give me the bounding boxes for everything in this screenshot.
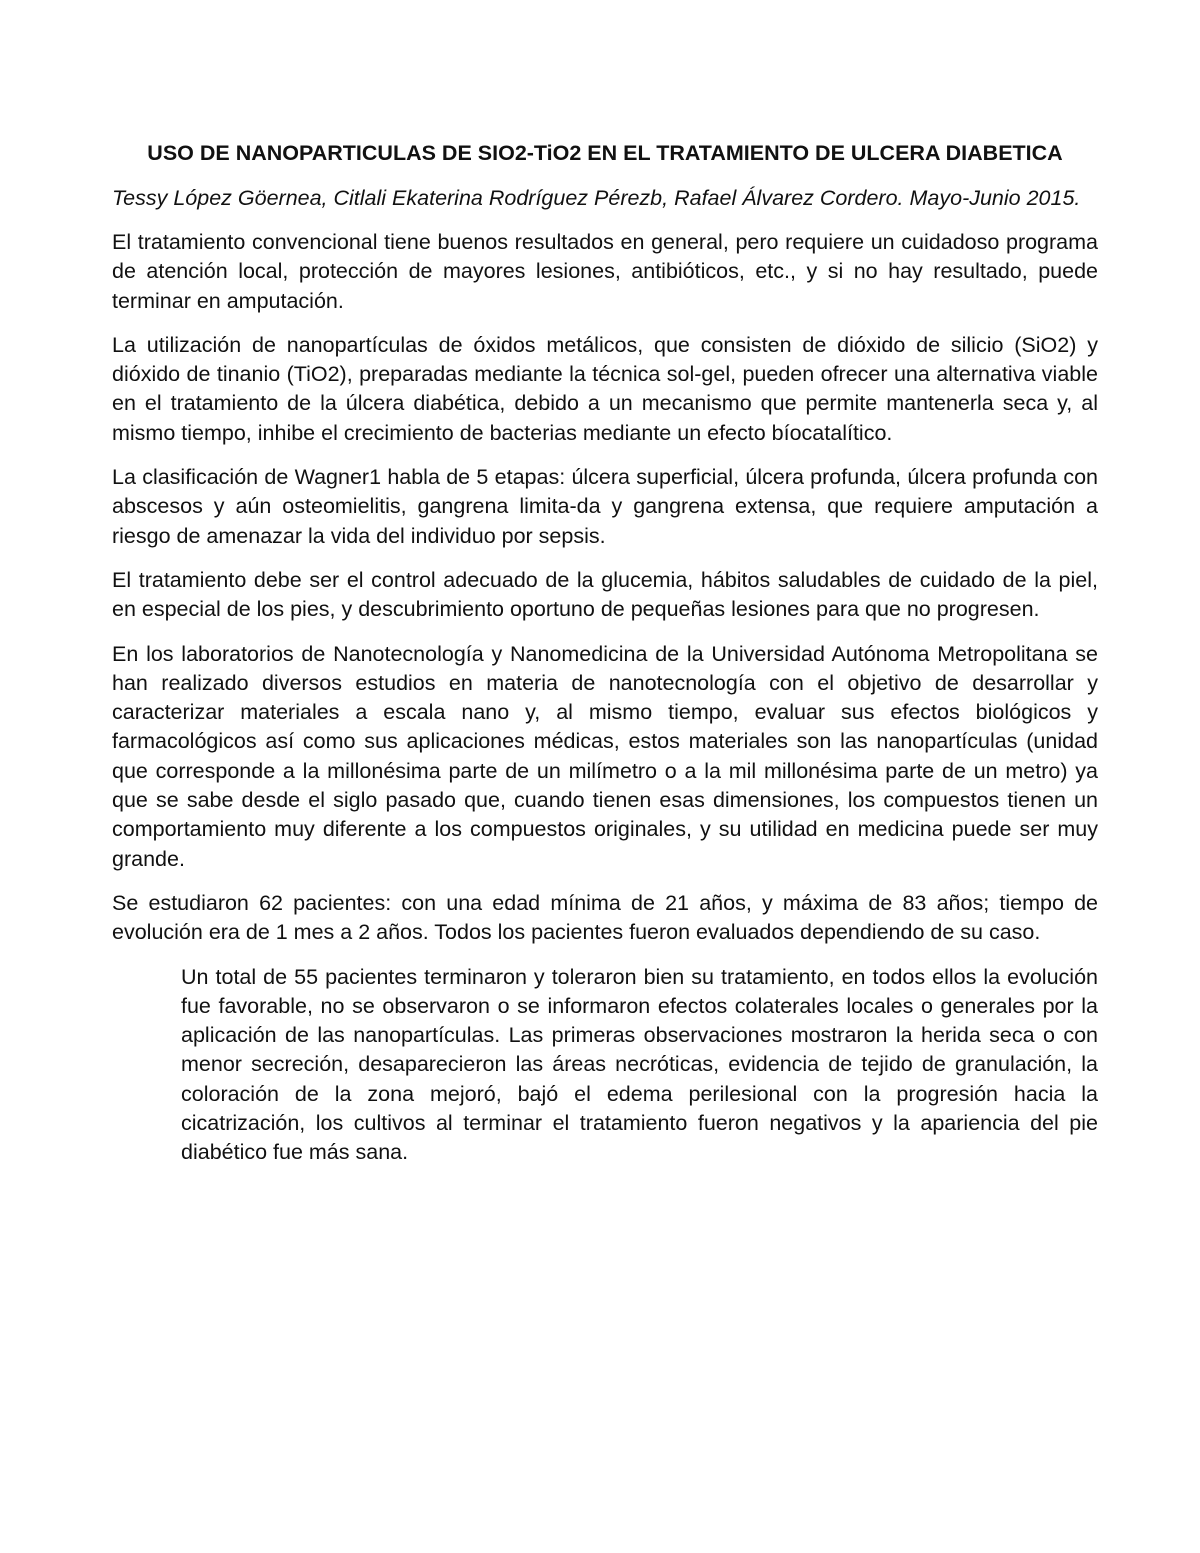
paragraph-uam-laboratories: En los laboratorios de Nanotecnología y Nanomedicina de la Universidad Autónoma Metropolitana se han realizado diversos estudios en materia de nanotecnología con el objetivo de desarrollar y caracterizar materiales a escala nano y, al mismo tiempo, evaluar sus efectos biológicos y farmacológicos así como sus aplicaciones médicas, estos materiales son las nanopartículas (unidad que corresponde a la millonésima parte de un milímetro o a la mil millonésima parte de un metro) ya que se sabe desde el siglo pasado que, cuando tienen esas dimensiones, los compuestos tienen un comportamiento muy diferente a los compuestos originales, y su utilidad en medicina puede ser muy grande. xyxy=(112,641,1098,871)
paragraph-wagner-classification: La clasificación de Wagner1 habla de 5 etapas: úlcera superficial, úlcera profunda, úlcera profunda con abscesos y aún osteomielitis, gangrena limita-da y gangrena extensa, que requiere amputación a riesgo de amenazar la vida del individuo por sepsis. xyxy=(112,465,1098,548)
paragraph-study-patients: Se estudiaron 62 pacientes: con una edad mínima de 21 años, y máxima de 83 años; tiempo de evolución era de 1 mes a 2 años. Todos los pacientes fueron evaluados dependiendo de su caso. xyxy=(112,890,1098,945)
document-page xyxy=(112,138,1098,1168)
document-title: USO DE NANOPARTICULAS DE SIO2-TiO2 EN EL TRATAMIENTO DE ULCERA DIABETICA xyxy=(147,141,1063,165)
authors-line: Tessy López Göernea, Citlali Ekaterina Rodríguez Pérezb, Rafael Álvarez Cordero. Mayo-Junio 2015. xyxy=(112,186,1081,210)
paragraph-treatment-control: El tratamiento debe ser el control adecuado de la glucemia, hábitos saludables de cuidado de la piel, en especial de los pies, y descubrimiento oportuno de pequeñas lesiones para que no progresen. xyxy=(112,567,1098,622)
paragraph-conventional-treatment: El tratamiento convencional tiene buenos resultados en general, pero requiere un cuidadoso programa de atención local, protección de mayores lesiones, antibióticos, etc., y si no hay resultado, puede terminar en amputación. xyxy=(112,230,1098,313)
paragraph-nanoparticles: La utilización de nanopartículas de óxidos metálicos, que consisten de dióxido de silicio (SiO2) y dióxido de tinanio (TiO2), preparadas mediante la técnica sol-gel, pueden ofrecer una alternativa viable en el tratamiento de la úlcera diabética, debido a un mecanismo que permite mantenerla seca y, al mismo tiempo, inhibe el crecimiento de bacterias mediante un efecto bíocatalítico. xyxy=(112,332,1098,445)
paragraph-results: Un total de 55 pacientes terminaron y toleraron bien su tratamiento, en todos ellos la evolución fue favorable, no se observaron o se informaron efectos colaterales locales o generales por la aplicación de las nanopartículas. Las primeras observaciones mostraron la herida seca o con menor secreción, desaparecieron las áreas necróticas, evidencia de tejido de granulación, la coloración de la zona mejoró, bajó el edema perilesional con la progresión hacia la cicatrización, los cultivos al terminar el tratamiento fueron negativos y la apariencia del pie diabético fue más sana. xyxy=(181,964,1098,1165)
